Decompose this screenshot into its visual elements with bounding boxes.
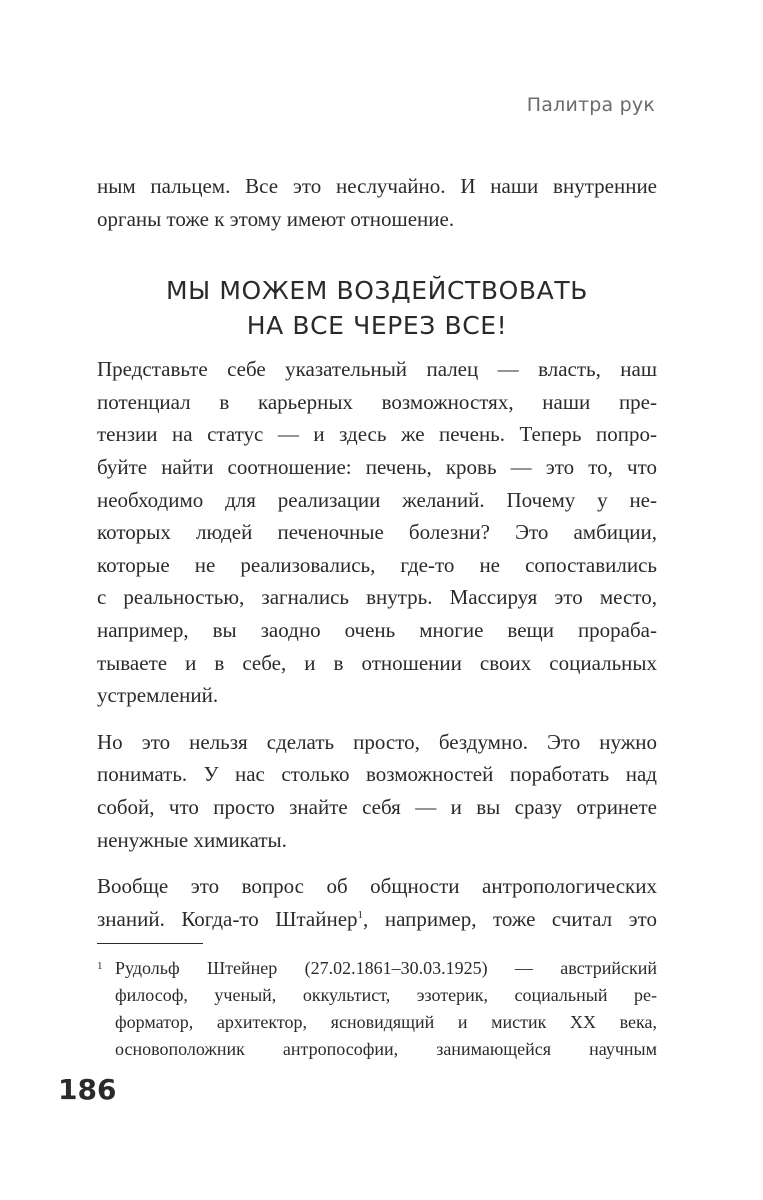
- text-line: понимать. У нас столько возможностей поработать над: [97, 762, 657, 787]
- paragraph: [97, 170, 657, 235]
- paragraph: [97, 726, 657, 856]
- text-line: ным пальцем. Все это неслучайно. И наши внутренние: [97, 174, 657, 198]
- text-line: ненужные химикаты.: [97, 827, 287, 852]
- page-number: 186: [58, 1073, 117, 1106]
- text-line: Вообще это вопрос об общности антропологических: [97, 874, 657, 899]
- footnote-line: форматор, архитектор, ясновидящий и мистик XX века,: [115, 1012, 657, 1032]
- footnote-line: философ, ученый, оккультист, эзотерик, социальный ре-: [115, 985, 657, 1005]
- text-line: устремлений.: [97, 683, 219, 708]
- text-line: например, вы заодно очень многие вещи прораба-: [97, 617, 657, 642]
- running-header: Палитра рук: [526, 94, 655, 116]
- text-line: необходимо для реализации желаний. Почему у не-: [97, 487, 657, 512]
- text-line: [97, 903, 657, 936]
- text-line: с реальностью, загнались внутрь. Массируя это место,: [97, 585, 657, 610]
- footnote-line: основоположник антропософии, занимающейся научным: [115, 1039, 657, 1059]
- heading-line: МЫ МОЖЕМ ВОЗДЕЙСТВОВАТЬ: [166, 276, 588, 306]
- text-line: которые не реализовались, где-то не сопоставились: [97, 552, 657, 577]
- footnote-line: Рудольф Штейнер (27.02.1861–30.03.1925) — австрийский: [115, 958, 657, 978]
- text-line: тензии на статус — и здесь же печень. Теперь попро-: [97, 422, 657, 447]
- footnote-divider: [97, 943, 203, 944]
- text-line: Представьте себе указательный палец — власть, наш: [97, 357, 657, 382]
- footnote-marker: 1: [97, 960, 103, 972]
- text-line: органы тоже к этому имеют отношение.: [97, 206, 455, 231]
- main-text: [97, 170, 657, 949]
- text-line: потенциал в карьерных возможностях, наши пре-: [97, 389, 657, 414]
- footnote: [97, 955, 657, 1063]
- paragraph: [97, 870, 657, 935]
- heading-line: НА ВСЕ ЧЕРЕЗ ВСЕ!: [246, 311, 508, 341]
- paragraph: [97, 353, 657, 712]
- footnote-reference[interactable]: 1: [357, 908, 364, 921]
- text-line: буйте найти соотношение: печень, кровь — это то, что: [97, 454, 657, 479]
- text-fragment: , например, тоже считал это: [363, 906, 657, 931]
- text-fragment: знаний. Когда-то Штайнер: [97, 906, 358, 931]
- text-line: Но это нельзя сделать просто, бездумно. Это нужно: [97, 729, 657, 754]
- text-line: тываете и в себе, и в отношении своих социальных: [97, 650, 657, 675]
- text-line: которых людей печеночные болезни? Это амбиции,: [97, 520, 657, 545]
- section-heading: [97, 273, 657, 343]
- text-line: собой, что просто знайте себя — и вы сразу отринете: [97, 794, 657, 819]
